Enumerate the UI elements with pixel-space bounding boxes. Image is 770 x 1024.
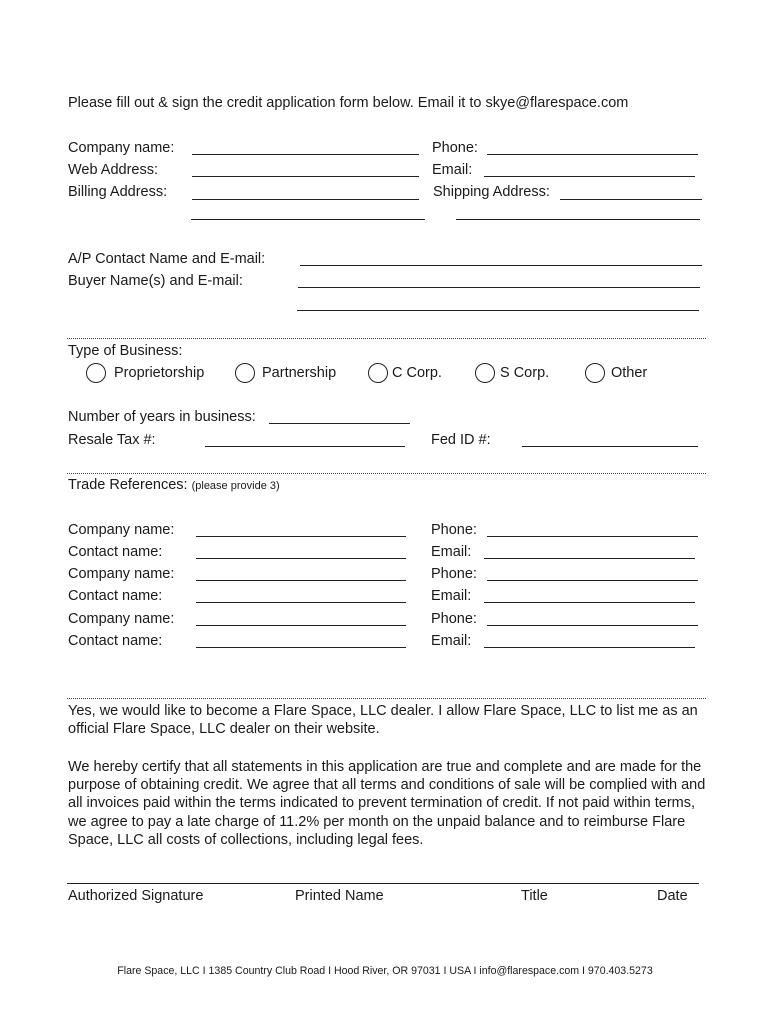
trade-right-field[interactable]	[484, 647, 695, 648]
date-label: Date	[657, 888, 688, 904]
trade-right-field[interactable]	[484, 602, 695, 603]
email-label: Email:	[432, 162, 473, 178]
trade-right-label: Phone:	[431, 566, 477, 582]
partnership-radio[interactable]	[235, 363, 255, 383]
s-corp-radio[interactable]	[475, 363, 495, 383]
footer-contact: Flare Space, LLC I 1385 Country Club Road I Hood River, OR 97031 I USA I info@flarespace.com I 970.403.5273	[117, 965, 653, 977]
proprietorship-radio[interactable]	[86, 363, 106, 383]
web-address-label: Web Address:	[68, 162, 159, 178]
divider	[67, 473, 706, 474]
s-corp-label: S Corp.	[500, 365, 550, 381]
trade-right-field[interactable]	[484, 558, 695, 559]
shipping-address-field[interactable]	[560, 199, 702, 200]
resale-tax-field[interactable]	[205, 446, 405, 447]
divider	[67, 338, 706, 339]
trade-left-label: Company name:	[68, 611, 175, 627]
phone-label: Phone:	[432, 140, 478, 156]
printed-name-label: Printed Name	[295, 888, 384, 904]
years-label: Number of years in business:	[68, 409, 256, 425]
certification-statement: We hereby certify that all statements in this application are true and complete and are made for the purpose of obtaining credit. We agree that all terms and conditions of sale will be complied with and all invoices paid within the terms indicated to prevent termination of credit. If not paid within terms, we agree to pay a late charge of 11.2% per month on the unpaid balance and to reimburse Flare Space, LLC all costs of collections, including legal fees.	[68, 759, 706, 848]
trade-left-field[interactable]	[196, 625, 406, 626]
shipping-address-field-2[interactable]	[456, 219, 700, 220]
fed-id-field[interactable]	[522, 446, 698, 447]
trade-left-field[interactable]	[196, 602, 406, 603]
trade-left-field[interactable]	[196, 647, 406, 648]
billing-address-label: Billing Address:	[68, 184, 168, 200]
buyer-field-2[interactable]	[297, 310, 699, 311]
resale-tax-label: Resale Tax #:	[68, 432, 156, 448]
trade-references-label: Trade References:	[68, 477, 188, 493]
partnership-label: Partnership	[262, 365, 337, 381]
ap-contact-field[interactable]	[300, 265, 702, 266]
trade-left-label: Company name:	[68, 522, 175, 538]
c-corp-label: C Corp.	[392, 365, 442, 381]
trade-left-label: Company name:	[68, 566, 175, 582]
trade-left-field[interactable]	[196, 558, 406, 559]
trade-left-field[interactable]	[196, 536, 406, 537]
billing-address-field[interactable]	[192, 199, 419, 200]
other-label: Other	[611, 365, 648, 381]
trade-right-field[interactable]	[487, 625, 698, 626]
type-of-business-label: Type of Business:	[68, 343, 183, 359]
company-name-field[interactable]	[192, 154, 419, 155]
trade-right-label: Phone:	[431, 522, 477, 538]
company-name-label: Company name:	[68, 140, 175, 156]
c-corp-radio[interactable]	[368, 363, 388, 383]
title-label: Title	[521, 888, 548, 904]
phone-field[interactable]	[487, 154, 698, 155]
trade-references-note: (please provide 3)	[191, 480, 280, 492]
trade-right-label: Email:	[431, 544, 472, 560]
trade-right-label: Email:	[431, 588, 472, 604]
web-address-field[interactable]	[192, 176, 419, 177]
buyer-label: Buyer Name(s) and E-mail:	[68, 273, 243, 289]
other-radio[interactable]	[585, 363, 605, 383]
trade-left-field[interactable]	[196, 580, 406, 581]
billing-address-field-2[interactable]	[191, 219, 425, 220]
trade-left-label: Contact name:	[68, 544, 163, 560]
proprietorship-label: Proprietorship	[114, 365, 205, 381]
trade-left-label: Contact name:	[68, 633, 163, 649]
ap-contact-label: A/P Contact Name and E-mail:	[68, 251, 266, 267]
authorized-signature-label: Authorized Signature	[68, 888, 204, 904]
fed-id-label: Fed ID #:	[431, 432, 491, 448]
trade-references-title	[68, 477, 280, 495]
years-field[interactable]	[269, 423, 410, 424]
signature-line[interactable]	[67, 883, 699, 884]
shipping-address-label: Shipping Address:	[433, 184, 550, 200]
divider	[67, 698, 706, 699]
trade-right-label: Email:	[431, 633, 472, 649]
buyer-field[interactable]	[298, 287, 700, 288]
trade-right-field[interactable]	[487, 580, 698, 581]
trade-right-field[interactable]	[487, 536, 698, 537]
email-field[interactable]	[484, 176, 695, 177]
trade-right-label: Phone:	[431, 611, 477, 627]
trade-left-label: Contact name:	[68, 588, 163, 604]
dealer-statement: Yes, we would like to become a Flare Space, LLC dealer. I allow Flare Space, LLC to list me as an official Flare Space, LLC dealer on their website.	[68, 703, 698, 738]
intro-text: Please fill out & sign the credit application form below. Email it to skye@flarespace.com	[68, 95, 629, 111]
